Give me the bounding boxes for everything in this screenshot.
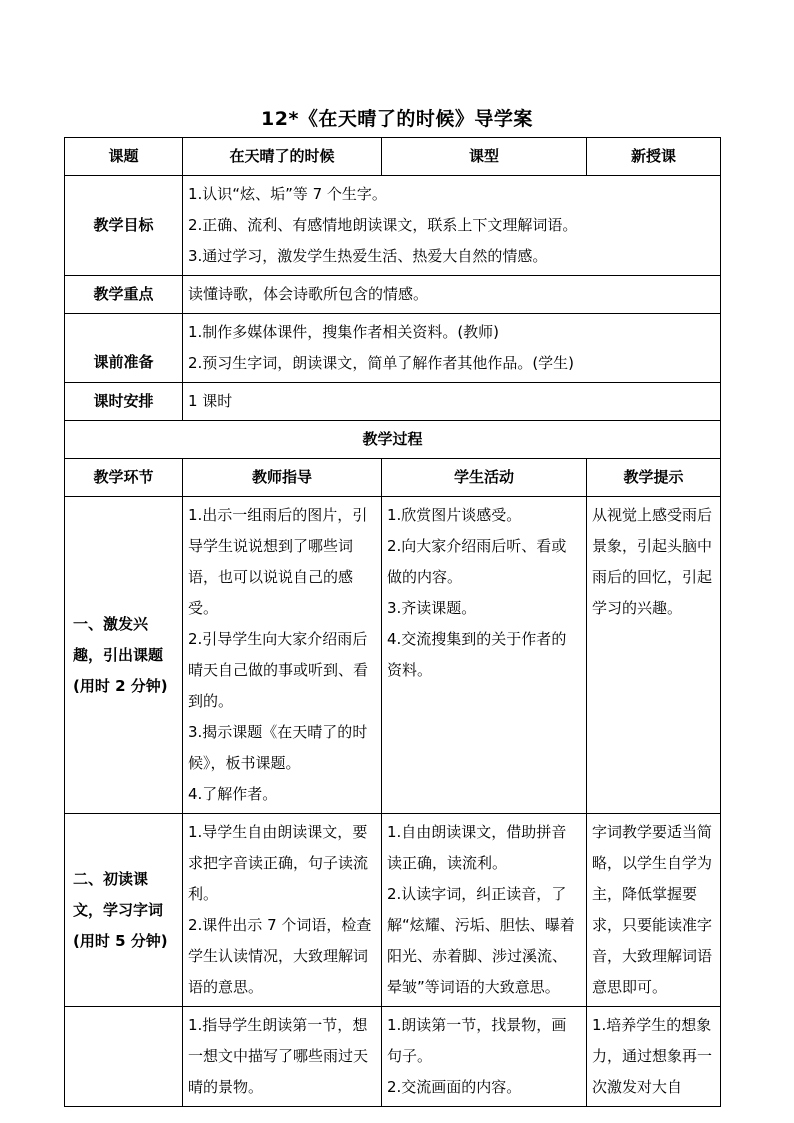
teacher-guidance [183,1007,382,1107]
key-point-label: 教学重点 [65,276,183,314]
process-title: 教学过程 [65,421,721,459]
lesson-type-label: 课型 [382,138,587,176]
key-point-text: 读懂诗歌，体会诗歌所包含的情感。 [183,276,721,314]
student-activity [382,1007,587,1107]
topic-value: 在天晴了的时候 [183,138,382,176]
teacher-step: 1.出示一组雨后的图片，引导学生说说想到了哪些词语，也可以说说自己的感受。 [188,506,368,617]
student-step: 4.交流搜集到的关于作者的资料。 [387,630,567,679]
hours-value: 1 课时 [183,383,721,421]
preparation-item: 1.制作多媒体课件，搜集作者相关资料。(教师) [188,323,500,341]
goals-content [183,176,721,276]
column-header-stage: 教学环节 [65,459,183,497]
student-step: 1.朗读第一节，找景物，画句子。 [387,1016,567,1065]
teacher-step: 4.了解作者。 [188,785,278,803]
stage-name: 一、激发兴趣，引出课题(用时 2 分钟) [65,497,183,814]
teacher-step: 2.引导学生向大家介绍雨后晴天自己做的事或听到、看到的。 [188,630,369,710]
process-title-row [65,421,721,459]
topic-label: 课题 [65,138,183,176]
teacher-guidance [183,497,382,814]
stage-row [65,497,721,814]
teaching-tip: 1.培养学生的想象力，通过想象再一次激发对大自 [587,1007,721,1107]
student-step: 2.交流画面的内容。 [387,1078,522,1096]
goal-item: 2.正确、流利、有感情地朗读课文，联系上下文理解词语。 [188,216,578,234]
teacher-step: 3.揭示课题《在天晴了的时候》，板书课题。 [188,723,368,772]
teaching-tip: 从视觉上感受雨后景象，引起头脑中雨后的回忆，引起学习的兴趣。 [587,497,721,814]
preparation-row [65,314,721,383]
preparation-label: 课前准备 [65,314,183,383]
lesson-plan-table [64,137,721,1107]
student-step: 2.向大家介绍雨后听、看或做的内容。 [387,537,567,586]
teaching-tip: 字词教学要适当简略，以学生自学为主，降低掌握要求，只要能读准字音，大致理解词语意思即可。 [587,814,721,1007]
stage-name: 二、初读课文，学习字词(用时 5 分钟) [65,814,183,1007]
teacher-guidance [183,814,382,1007]
preparation-item: 2.预习生字词，朗读课文，简单了解作者其他作品。(学生) [188,354,575,372]
column-header-student: 学生活动 [382,459,587,497]
key-point-row [65,276,721,314]
teacher-step: 2.课件出示 7 个词语，检查学生认读情况，大致理解词语的意思。 [188,916,372,996]
hours-row [65,383,721,421]
preparation-content [183,314,721,383]
goal-item: 3.通过学习，激发学生热爱生活、热爱大自然的情感。 [188,247,548,265]
column-header-teacher: 教师指导 [183,459,382,497]
stage-name [65,1007,183,1107]
topic-row [65,138,721,176]
student-step: 3.齐读课题。 [387,599,477,617]
goal-item: 1.认识“炫、垢”等 7 个生字。 [188,185,387,203]
goals-label: 教学目标 [65,176,183,276]
student-activity [382,814,587,1007]
student-step: 2.认读字词，纠正读音，了解“炫耀、污垢、胆怯、曝着阳光、赤着脚、涉过溪流、晕皱”等词语的大致意思。 [387,885,575,996]
process-header-row [65,459,721,497]
stage-row [65,1007,721,1107]
lesson-type-value: 新授课 [587,138,721,176]
goals-row [65,176,721,276]
teacher-step: 1.导学生自由朗读课文，要求把字音读正确，句子读流利。 [188,823,369,903]
student-step: 1.自由朗读课文，借助拼音读正确，读流利。 [387,823,567,872]
hours-label: 课时安排 [65,383,183,421]
page-title: 12*《在天晴了的时候》导学案 [261,108,533,130]
teacher-step: 1.指导学生朗读第一节，想一想文中描写了哪些雨过天晴的景物。 [188,1016,369,1096]
student-activity [382,497,587,814]
column-header-tips: 教学提示 [587,459,721,497]
student-step: 1.欣赏图片谈感受。 [387,506,522,524]
stage-row [65,814,721,1007]
